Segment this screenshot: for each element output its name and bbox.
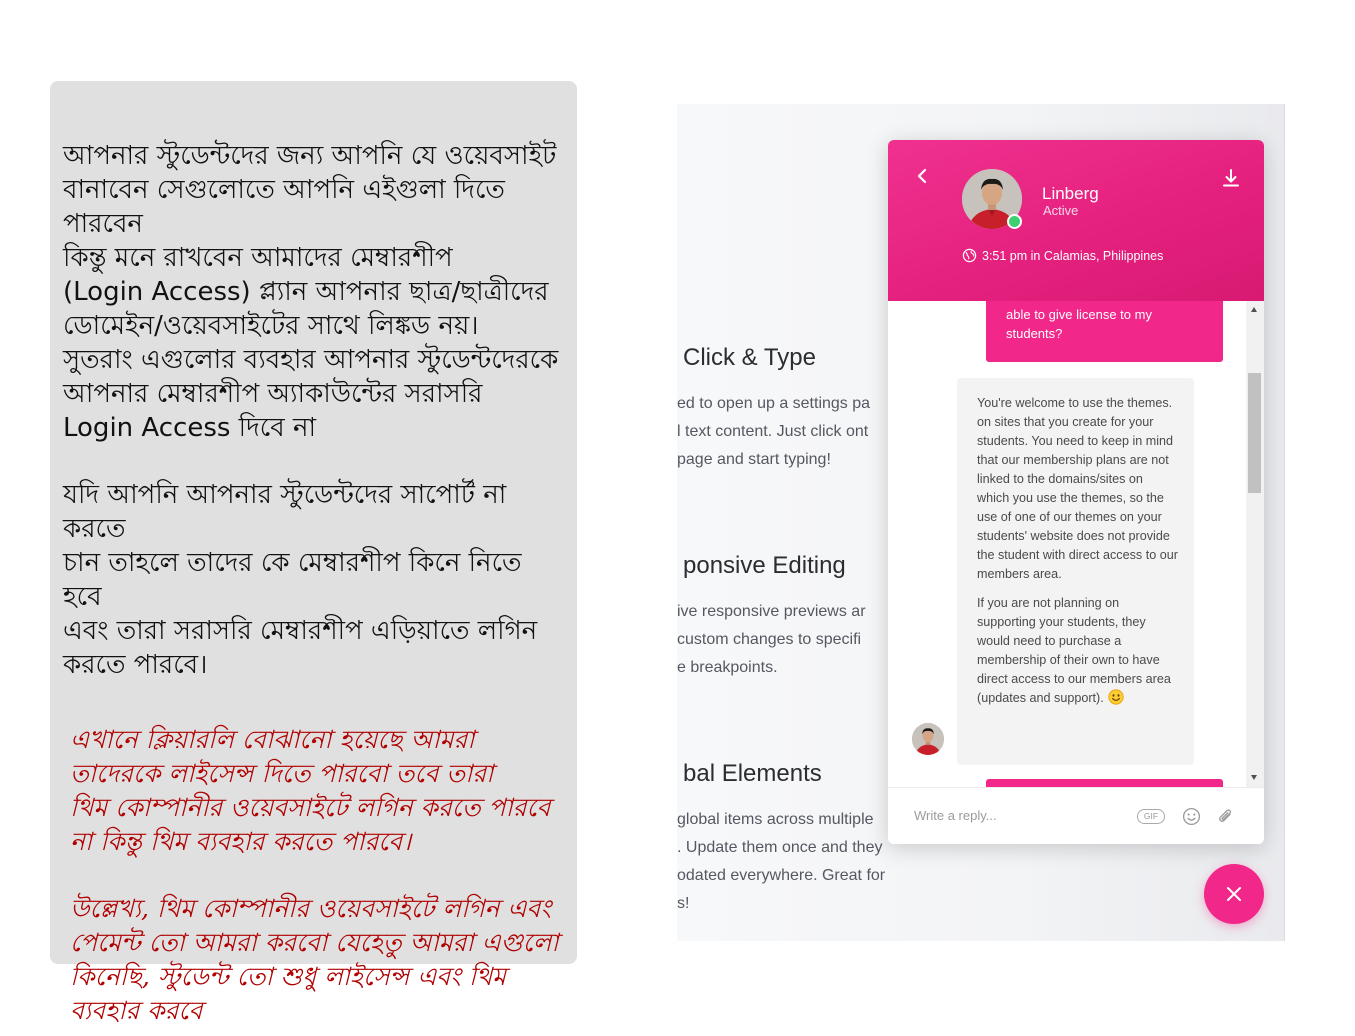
globe-icon: [962, 248, 977, 263]
note-line: এবং তারা সরাসরি মেম্বারশীপ এড়িয়াতে লগিন: [63, 616, 538, 646]
note-red-line: না কিন্তু থিম ব্যবহার করতে পারবে।: [70, 827, 412, 856]
smiley-icon: [1182, 807, 1201, 826]
agent-status: Active: [1043, 203, 1079, 218]
note-red-line: তাদেরকে লাইসেন্স দিতে পারবো তবে তারা: [70, 759, 494, 788]
close-icon: [1225, 885, 1243, 903]
feature-text-line: custom changes to specifi: [677, 631, 862, 648]
emoji-button[interactable]: [1182, 807, 1201, 826]
feature-title-click-type: Click & Type: [683, 344, 816, 371]
note-line: আপনার মেম্বারশীপ অ্যাকাউন্টের সরাসরি: [63, 379, 483, 409]
scroll-down-arrow-icon[interactable]: [1251, 775, 1257, 780]
scroll-up-arrow-icon[interactable]: [1251, 307, 1257, 312]
close-chat-button[interactable]: [1204, 864, 1264, 924]
note-line: যদি আপনি আপনার স্টুডেন্টদের সাপোর্ট না করতে: [63, 480, 507, 544]
message-text-line: able to give license to my: [1006, 307, 1152, 322]
agent-message-paragraph: You're welcome to use the themes. on sites that you create for your students. You need to keep in mind that our membership plans are not linked to the domains/sites on which you use the themes, so the use of one of our themes on your students' website does not provide the student with direct access to our members area.: [977, 396, 1178, 581]
note-red-line: কিনেছি, স্টুডেন্ট তো শুধু লাইসেন্স এবং থিম: [70, 962, 507, 991]
agent-message-paragraph-2: [977, 594, 1178, 711]
note-line: কিন্তু মনে রাখবেন আমাদের মেম্বারশীপ: [63, 243, 453, 273]
paperclip-icon: [1216, 806, 1235, 826]
note-red-paragraph-2: [63, 892, 567, 1028]
agent-local-time: 3:51 pm in Calamias, Philippines: [982, 248, 1164, 263]
smiling-face-emoji-icon: [1108, 689, 1124, 711]
feature-text-line: odated everywhere. Great for: [677, 867, 886, 884]
message-list-scrollbar[interactable]: [1246, 301, 1264, 787]
note-line: করতে পারবে।: [63, 650, 208, 680]
feature-text-line: ive responsive previews ar: [677, 603, 866, 620]
back-button[interactable]: [910, 164, 934, 188]
download-transcript-button[interactable]: [1219, 166, 1243, 190]
note-line: সুতরাং এগুলোর ব্যবহার আপনার স্টুডেন্টদেরকে: [63, 345, 559, 375]
agent-message-paragraph-text: If you are not planning on supporting your students, they would need to purchase a membership of their own to have direct access to our members area (updates and support).: [977, 596, 1171, 705]
feature-text-line: global items across multiple: [677, 811, 874, 828]
annotation-note-panel: [50, 81, 577, 1025]
visitor-message-next: [986, 779, 1223, 787]
agent-message: [957, 378, 1194, 765]
feature-text-line: l text content. Just click ont: [677, 423, 869, 440]
note-red-line: উল্লেখ্য, থিম কোম্পানীর ওয়েবসাইটে লগিন এবং: [70, 894, 552, 923]
note-line: বানাবেন সেগুলোতে আপনি এইগুলা দিতে পারবেন: [63, 175, 505, 239]
chat-composer: [888, 787, 1264, 844]
feature-text-line: e breakpoints.: [677, 659, 778, 676]
chat-widget: [888, 140, 1264, 844]
feature-text-line: . Update them once and they: [677, 839, 883, 856]
note-red-paragraph-1: [63, 723, 567, 859]
note-line: চান তাহলে তাদের কে মেম্বারশীপ কিনে নিতে হবে: [63, 548, 522, 612]
attach-file-button[interactable]: [1216, 806, 1235, 826]
note-red-line: পেমেন্ট তো আমরা করবো যেহেতু আমরা এগুলো: [70, 928, 559, 957]
gif-button[interactable]: GIF: [1137, 809, 1165, 824]
note-paragraph-2: [63, 478, 567, 682]
feature-title-responsive-editing: ponsive Editing: [683, 552, 846, 579]
note-line: ডোমেইন/ওয়েবসাইটের সাথে লিঙ্কড নয়।: [63, 311, 479, 341]
feature-text-line: s!: [677, 895, 690, 912]
download-icon: [1219, 166, 1243, 190]
note-red-line: এখানে ক্লিয়ারলি বোঝানো হয়েছে আমরা: [70, 725, 475, 754]
agent-message-avatar: [912, 723, 944, 755]
feature-title-global-elements: bal Elements: [683, 760, 822, 787]
note-red-line: থিম কোম্পানীর ওয়েবসাইটে লগিন করতে পারবে: [70, 793, 551, 822]
online-status-dot: [1007, 214, 1022, 229]
note-line: আপনার স্টুডেন্টদের জন্য আপনি যে ওয়েবসাইট: [63, 141, 557, 171]
chat-header: [888, 140, 1264, 301]
visitor-message: [986, 301, 1223, 362]
feature-text-line: ed to open up a settings pa: [677, 395, 871, 412]
note-line: Login Access দিবে না: [63, 413, 317, 443]
reply-input[interactable]: [914, 802, 1129, 828]
message-list[interactable]: [888, 301, 1264, 787]
note-line: (Login Access) প্ল্যান আপনার ছাত্র/ছাত্রীদের: [63, 277, 549, 307]
feature-text-line: page and start typing!: [677, 451, 831, 468]
note-paragraph-1: [63, 139, 567, 445]
agent-name: Linberg: [1042, 184, 1099, 203]
scrollbar-thumb[interactable]: [1248, 373, 1261, 493]
message-text-line: students?: [1006, 326, 1063, 341]
agent-location: [962, 248, 1163, 263]
page-edge-divider: [1284, 104, 1285, 941]
note-red-line: ব্যবহার করবে: [70, 996, 203, 1025]
chevron-left-icon: [910, 164, 934, 188]
